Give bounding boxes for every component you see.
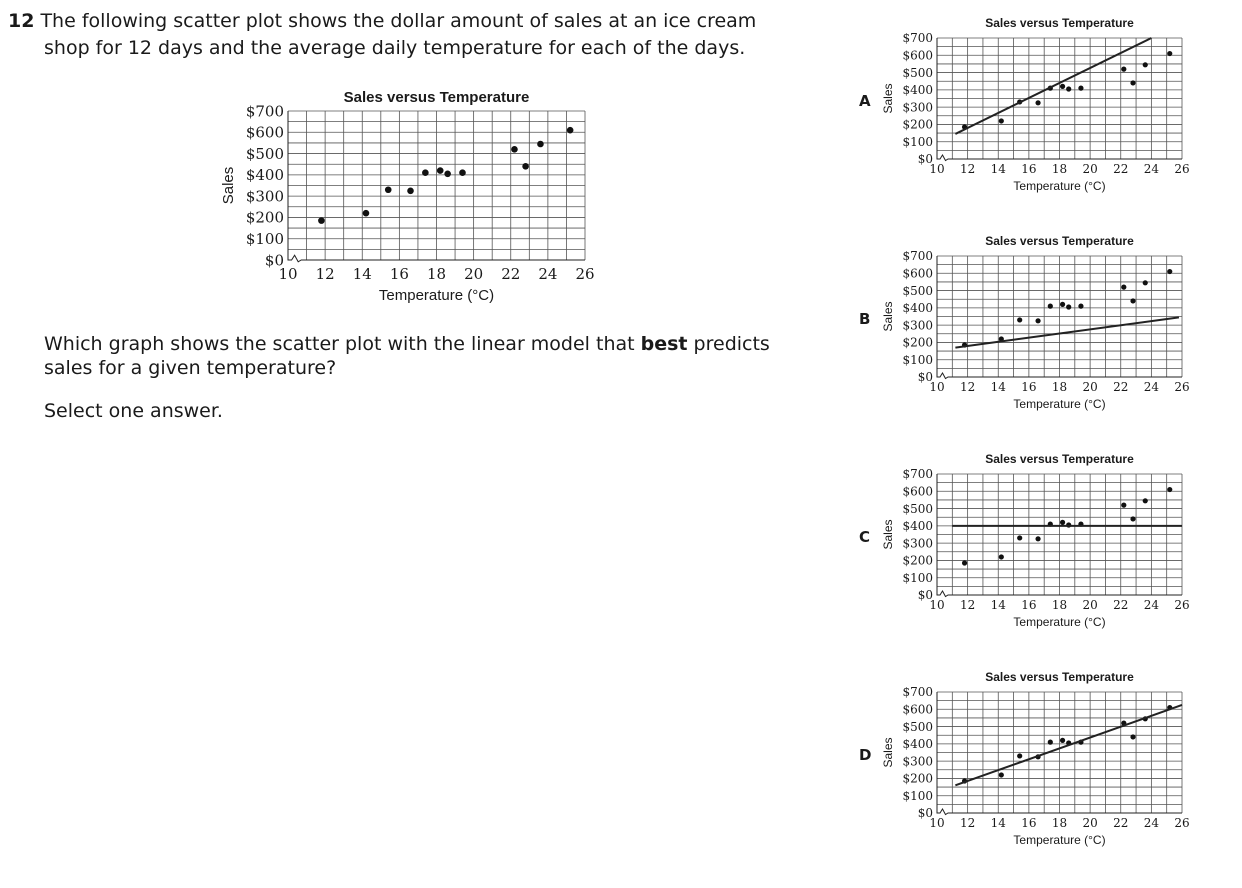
x-tick-label: 18 (1051, 162, 1068, 176)
y-tick-label: $0 (264, 251, 284, 270)
data-point (1048, 740, 1053, 745)
data-point (1143, 280, 1148, 285)
option-b-label[interactable]: B (859, 310, 871, 328)
y-tick-label: $200 (902, 771, 933, 786)
y-tick-label: $400 (902, 301, 933, 316)
data-point (1121, 285, 1126, 290)
data-point (537, 141, 544, 148)
y-tick-label: $700 (902, 685, 933, 700)
y-tick-label: $500 (902, 719, 933, 734)
instruction-text: Select one answer. (44, 400, 223, 422)
x-tick-label: 14 (352, 265, 372, 283)
data-point (1143, 62, 1148, 67)
y-tick-label: $300 (245, 187, 284, 206)
y-tick-label: $200 (902, 335, 933, 350)
prompt-bold: best (640, 333, 688, 355)
option-c-chart[interactable] (880, 446, 1200, 638)
data-point (1121, 67, 1126, 72)
y-tick-label: $100 (245, 229, 284, 248)
y-tick-label: $600 (902, 484, 933, 499)
x-tick-label: 26 (1174, 598, 1190, 612)
x-axis-label: Temperature (°C) (1013, 615, 1106, 629)
y-tick-label: $200 (902, 117, 933, 132)
y-tick-label: $500 (245, 144, 284, 163)
data-point (1035, 536, 1040, 541)
x-tick-label: 16 (389, 265, 409, 283)
x-tick-label: 18 (1051, 380, 1068, 394)
x-tick-label: 18 (426, 265, 447, 283)
data-point (437, 167, 444, 174)
x-tick-label: 22 (1113, 380, 1129, 394)
stem-line1: The following scatter plot shows the dollar amount of sales at an ice cream (40, 10, 757, 32)
data-point (1130, 516, 1135, 521)
data-point (962, 560, 967, 565)
y-axis-label: Sales (881, 83, 895, 114)
x-tick-label: 26 (1174, 380, 1190, 394)
x-tick-label: 10 (929, 162, 945, 176)
question-stem (8, 8, 808, 62)
x-tick-label: 22 (1113, 162, 1129, 176)
y-tick-label: $600 (902, 266, 933, 281)
y-tick-label: $700 (902, 31, 933, 46)
data-point (1060, 520, 1065, 525)
y-tick-label: $300 (902, 318, 933, 333)
y-tick-label: $700 (902, 249, 933, 264)
question-number: 12 (8, 10, 35, 32)
y-axis-label: Sales (881, 737, 895, 768)
y-tick-label: $400 (245, 166, 284, 185)
x-tick-label: 12 (959, 598, 976, 612)
x-tick-label: 20 (1082, 162, 1098, 176)
data-point (1017, 753, 1022, 758)
x-tick-label: 24 (1143, 598, 1160, 612)
prompt-post: predicts (687, 333, 770, 355)
y-axis-label: Sales (881, 519, 895, 550)
option-d-chart[interactable] (880, 664, 1200, 856)
y-tick-label: $300 (902, 536, 933, 551)
option-d-label[interactable]: D (859, 746, 872, 764)
y-tick-label: $100 (902, 352, 933, 367)
data-point (1167, 51, 1172, 56)
x-tick-label: 14 (990, 598, 1006, 612)
x-tick-label: 24 (1143, 816, 1160, 830)
y-tick-label: $200 (902, 553, 933, 568)
y-tick-label: $200 (245, 208, 284, 227)
x-tick-label: 14 (990, 380, 1006, 394)
y-axis-label: Sales (881, 301, 895, 332)
chart-title: Sales versus Temperature (985, 670, 1134, 684)
data-point (1167, 487, 1172, 492)
option-a-chart[interactable] (880, 10, 1200, 202)
data-point (1078, 304, 1083, 309)
option-c-label[interactable]: C (859, 528, 871, 546)
x-tick-label: 12 (959, 816, 976, 830)
y-tick-label: $100 (902, 788, 933, 803)
data-point (1060, 738, 1065, 743)
x-tick-label: 14 (990, 816, 1006, 830)
x-tick-label: 26 (1174, 816, 1190, 830)
data-point (1017, 317, 1022, 322)
x-tick-label: 20 (464, 265, 484, 283)
y-tick-label: $400 (902, 83, 933, 98)
chart-title: Sales versus Temperature (985, 16, 1134, 30)
y-tick-label: $100 (902, 570, 933, 585)
data-point (1017, 535, 1022, 540)
y-tick-label: $0 (917, 370, 933, 385)
y-tick-label: $500 (902, 501, 933, 516)
x-tick-label: 14 (990, 162, 1006, 176)
option-b-chart[interactable] (880, 228, 1200, 420)
x-tick-label: 22 (1113, 598, 1129, 612)
data-point (1060, 302, 1065, 307)
x-tick-label: 26 (575, 265, 595, 283)
data-point (422, 169, 429, 176)
question-prompt (44, 332, 804, 380)
linear-model-line (955, 317, 1179, 347)
x-tick-label: 22 (501, 265, 521, 283)
y-tick-label: $600 (902, 48, 933, 63)
question-stem-line1 (8, 8, 808, 35)
data-point (1130, 734, 1135, 739)
x-tick-label: 12 (315, 265, 335, 283)
data-point (407, 188, 414, 195)
data-point (999, 554, 1004, 559)
data-point (1167, 269, 1172, 274)
main-scatter-chart (215, 82, 615, 312)
y-tick-label: $400 (902, 519, 933, 534)
y-tick-label: $0 (917, 152, 933, 167)
linear-model-line (955, 705, 1182, 785)
y-tick-label: $300 (902, 100, 933, 115)
data-point (1035, 318, 1040, 323)
x-axis-label: Temperature (°C) (1013, 397, 1106, 411)
y-tick-label: $400 (902, 737, 933, 752)
data-point (444, 170, 451, 177)
data-point (1066, 304, 1071, 309)
data-point (511, 146, 518, 153)
data-point (567, 127, 574, 134)
x-tick-label: 16 (1021, 816, 1037, 830)
y-tick-label: $700 (902, 467, 933, 482)
x-tick-label: 20 (1082, 380, 1098, 394)
data-point (1078, 86, 1083, 91)
x-tick-label: 20 (1082, 816, 1098, 830)
chart-title: Sales versus Temperature (985, 452, 1134, 466)
y-axis-label: Sales (220, 166, 237, 205)
data-point (1048, 304, 1053, 309)
x-axis-label: Temperature (°C) (1013, 833, 1106, 847)
data-point (363, 210, 370, 217)
y-tick-label: $500 (902, 65, 933, 80)
y-tick-label: $0 (917, 806, 933, 821)
x-tick-label: 16 (1021, 162, 1037, 176)
data-point (1035, 100, 1040, 105)
data-point (1066, 86, 1071, 91)
x-tick-label: 10 (929, 380, 945, 394)
x-tick-label: 24 (1143, 162, 1160, 176)
data-point (522, 163, 529, 170)
x-tick-label: 12 (959, 162, 976, 176)
x-tick-label: 18 (1051, 816, 1068, 830)
chart-title: Sales versus Temperature (985, 234, 1134, 248)
x-tick-label: 10 (929, 816, 945, 830)
data-point (999, 118, 1004, 123)
y-tick-label: $100 (902, 134, 933, 149)
data-point (1121, 503, 1126, 508)
data-point (1143, 498, 1148, 503)
x-tick-label: 22 (1113, 816, 1129, 830)
x-tick-label: 16 (1021, 598, 1037, 612)
data-point (318, 217, 325, 224)
y-tick-label: $0 (917, 588, 933, 603)
data-point (385, 186, 392, 193)
y-tick-label: $500 (902, 283, 933, 298)
y-tick-label: $600 (245, 123, 284, 142)
data-point (1060, 84, 1065, 89)
data-point (1130, 298, 1135, 303)
x-tick-label: 26 (1174, 162, 1190, 176)
prompt-line2: sales for a given temperature? (44, 357, 337, 379)
x-tick-label: 10 (278, 265, 298, 283)
x-axis-label: Temperature (°C) (378, 287, 495, 304)
x-tick-label: 18 (1051, 598, 1068, 612)
y-tick-label: $300 (902, 754, 933, 769)
stem-line2: shop for 12 days and the average daily temperature for each of the days. (44, 37, 746, 59)
x-tick-label: 10 (929, 598, 945, 612)
x-tick-label: 24 (538, 265, 558, 283)
data-point (999, 772, 1004, 777)
x-axis-label: Temperature (°C) (1013, 179, 1106, 193)
option-a-label[interactable]: A (859, 92, 871, 110)
x-tick-label: 16 (1021, 380, 1037, 394)
x-tick-label: 20 (1082, 598, 1098, 612)
chart-title: Sales versus Temperature (343, 89, 530, 106)
x-tick-label: 24 (1143, 380, 1160, 394)
prompt-pre: Which graph shows the scatter plot with the linear model that (44, 333, 641, 355)
linear-model-line (955, 38, 1151, 134)
y-tick-label: $600 (902, 702, 933, 717)
data-point (459, 169, 466, 176)
y-tick-label: $700 (245, 102, 284, 121)
data-point (1130, 80, 1135, 85)
x-tick-label: 12 (959, 380, 976, 394)
